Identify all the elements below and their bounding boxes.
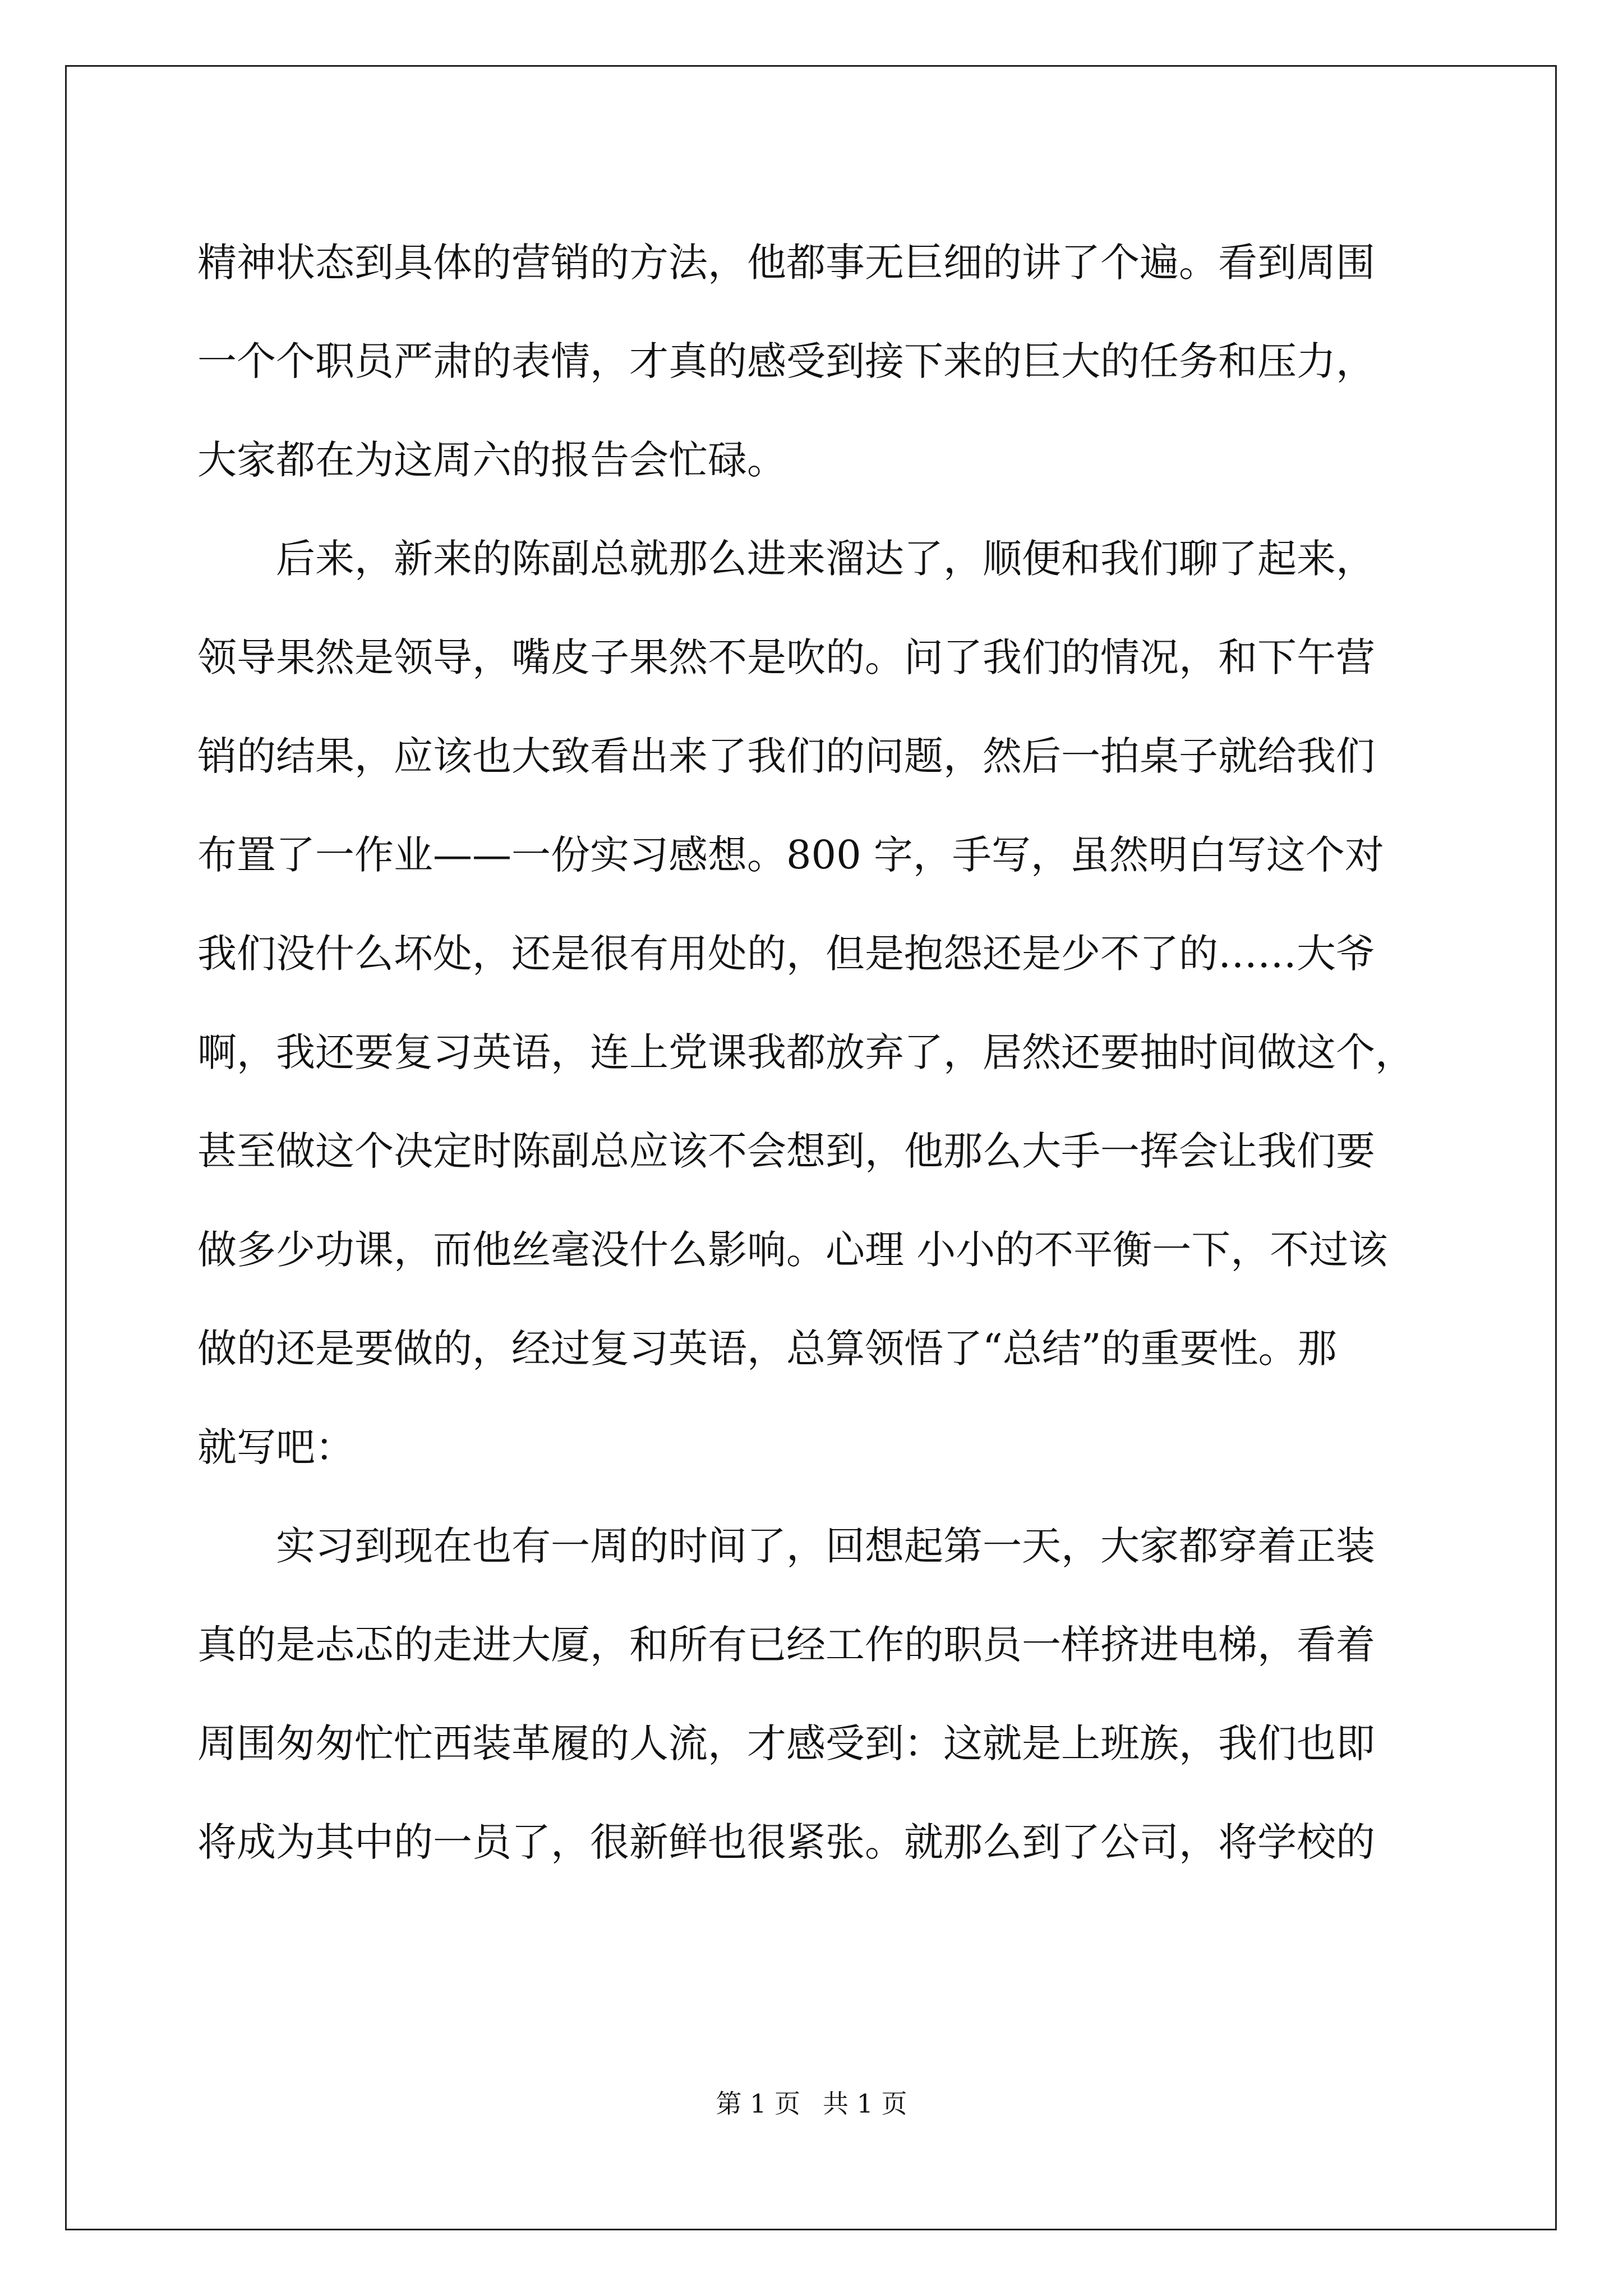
text-line: 啊，我还要复习英语，连上党课我都放弃了，居然还要抽时间做这个， — [197, 1029, 1414, 1075]
text-line: 大家都在为这周六的报告会忙碌。 — [197, 437, 786, 483]
text-line: 后来，新来的陈副总就那么进来溜达了，顺便和我们聊了起来， — [276, 536, 1375, 582]
text-line: 我们没什么坏处，还是很有用处的，但是抱怨还是少不了的……大爷 — [197, 931, 1375, 977]
page-footer — [0, 2087, 1623, 2120]
text-line: 精神状态到具体的营销的方法，他都事无巨细的讲了个遍。看到周围 — [197, 240, 1375, 286]
text-line: 甚至做这个决定时陈副总应该不会想到，他那么大手一挥会让我们要 — [197, 1128, 1375, 1174]
text-line: 领导果然是领导，嘴皮子果然不是吹的。问了我们的情况，和下午营 — [197, 634, 1375, 680]
text-line: 做的还是要做的，经过复习英语，总算领悟了“总结”的重要性。那 — [197, 1326, 1337, 1372]
page-number: 第 1 页 — [716, 2088, 800, 2119]
text-line: 做多少功课，而他丝毫没什么影响。心理 小小的不平衡一下，不过该 — [197, 1227, 1388, 1273]
text-line: 真的是忐忑的走进大厦，和所有已经工作的职员一样挤进电梯，看着 — [197, 1622, 1375, 1668]
text-line: 销的结果，应该也大致看出来了我们的问题，然后一拍桌子就给我们 — [197, 733, 1375, 779]
text-line: 周围匆匆忙忙西装革履的人流，才感受到：这就是上班族，我们也即 — [197, 1720, 1375, 1766]
text-line: 实习到现在也有一周的时间了，回想起第一天，大家都穿着正装 — [276, 1523, 1375, 1569]
page-total: 共 1 页 — [823, 2088, 907, 2119]
text-line: 布置了一作业——一份实习感想。800 字，手写，虽然明白写这个对 — [197, 832, 1384, 878]
text-line: 一个个职员严肃的表情，才真的感受到接下来的巨大的任务和压力， — [197, 338, 1375, 384]
text-line: 将成为其中的一员了，很新鲜也很紧张。就那么到了公司，将学校的 — [197, 1819, 1375, 1865]
text-line: 就写吧： — [197, 1424, 354, 1470]
document-body — [197, 213, 1437, 1892]
